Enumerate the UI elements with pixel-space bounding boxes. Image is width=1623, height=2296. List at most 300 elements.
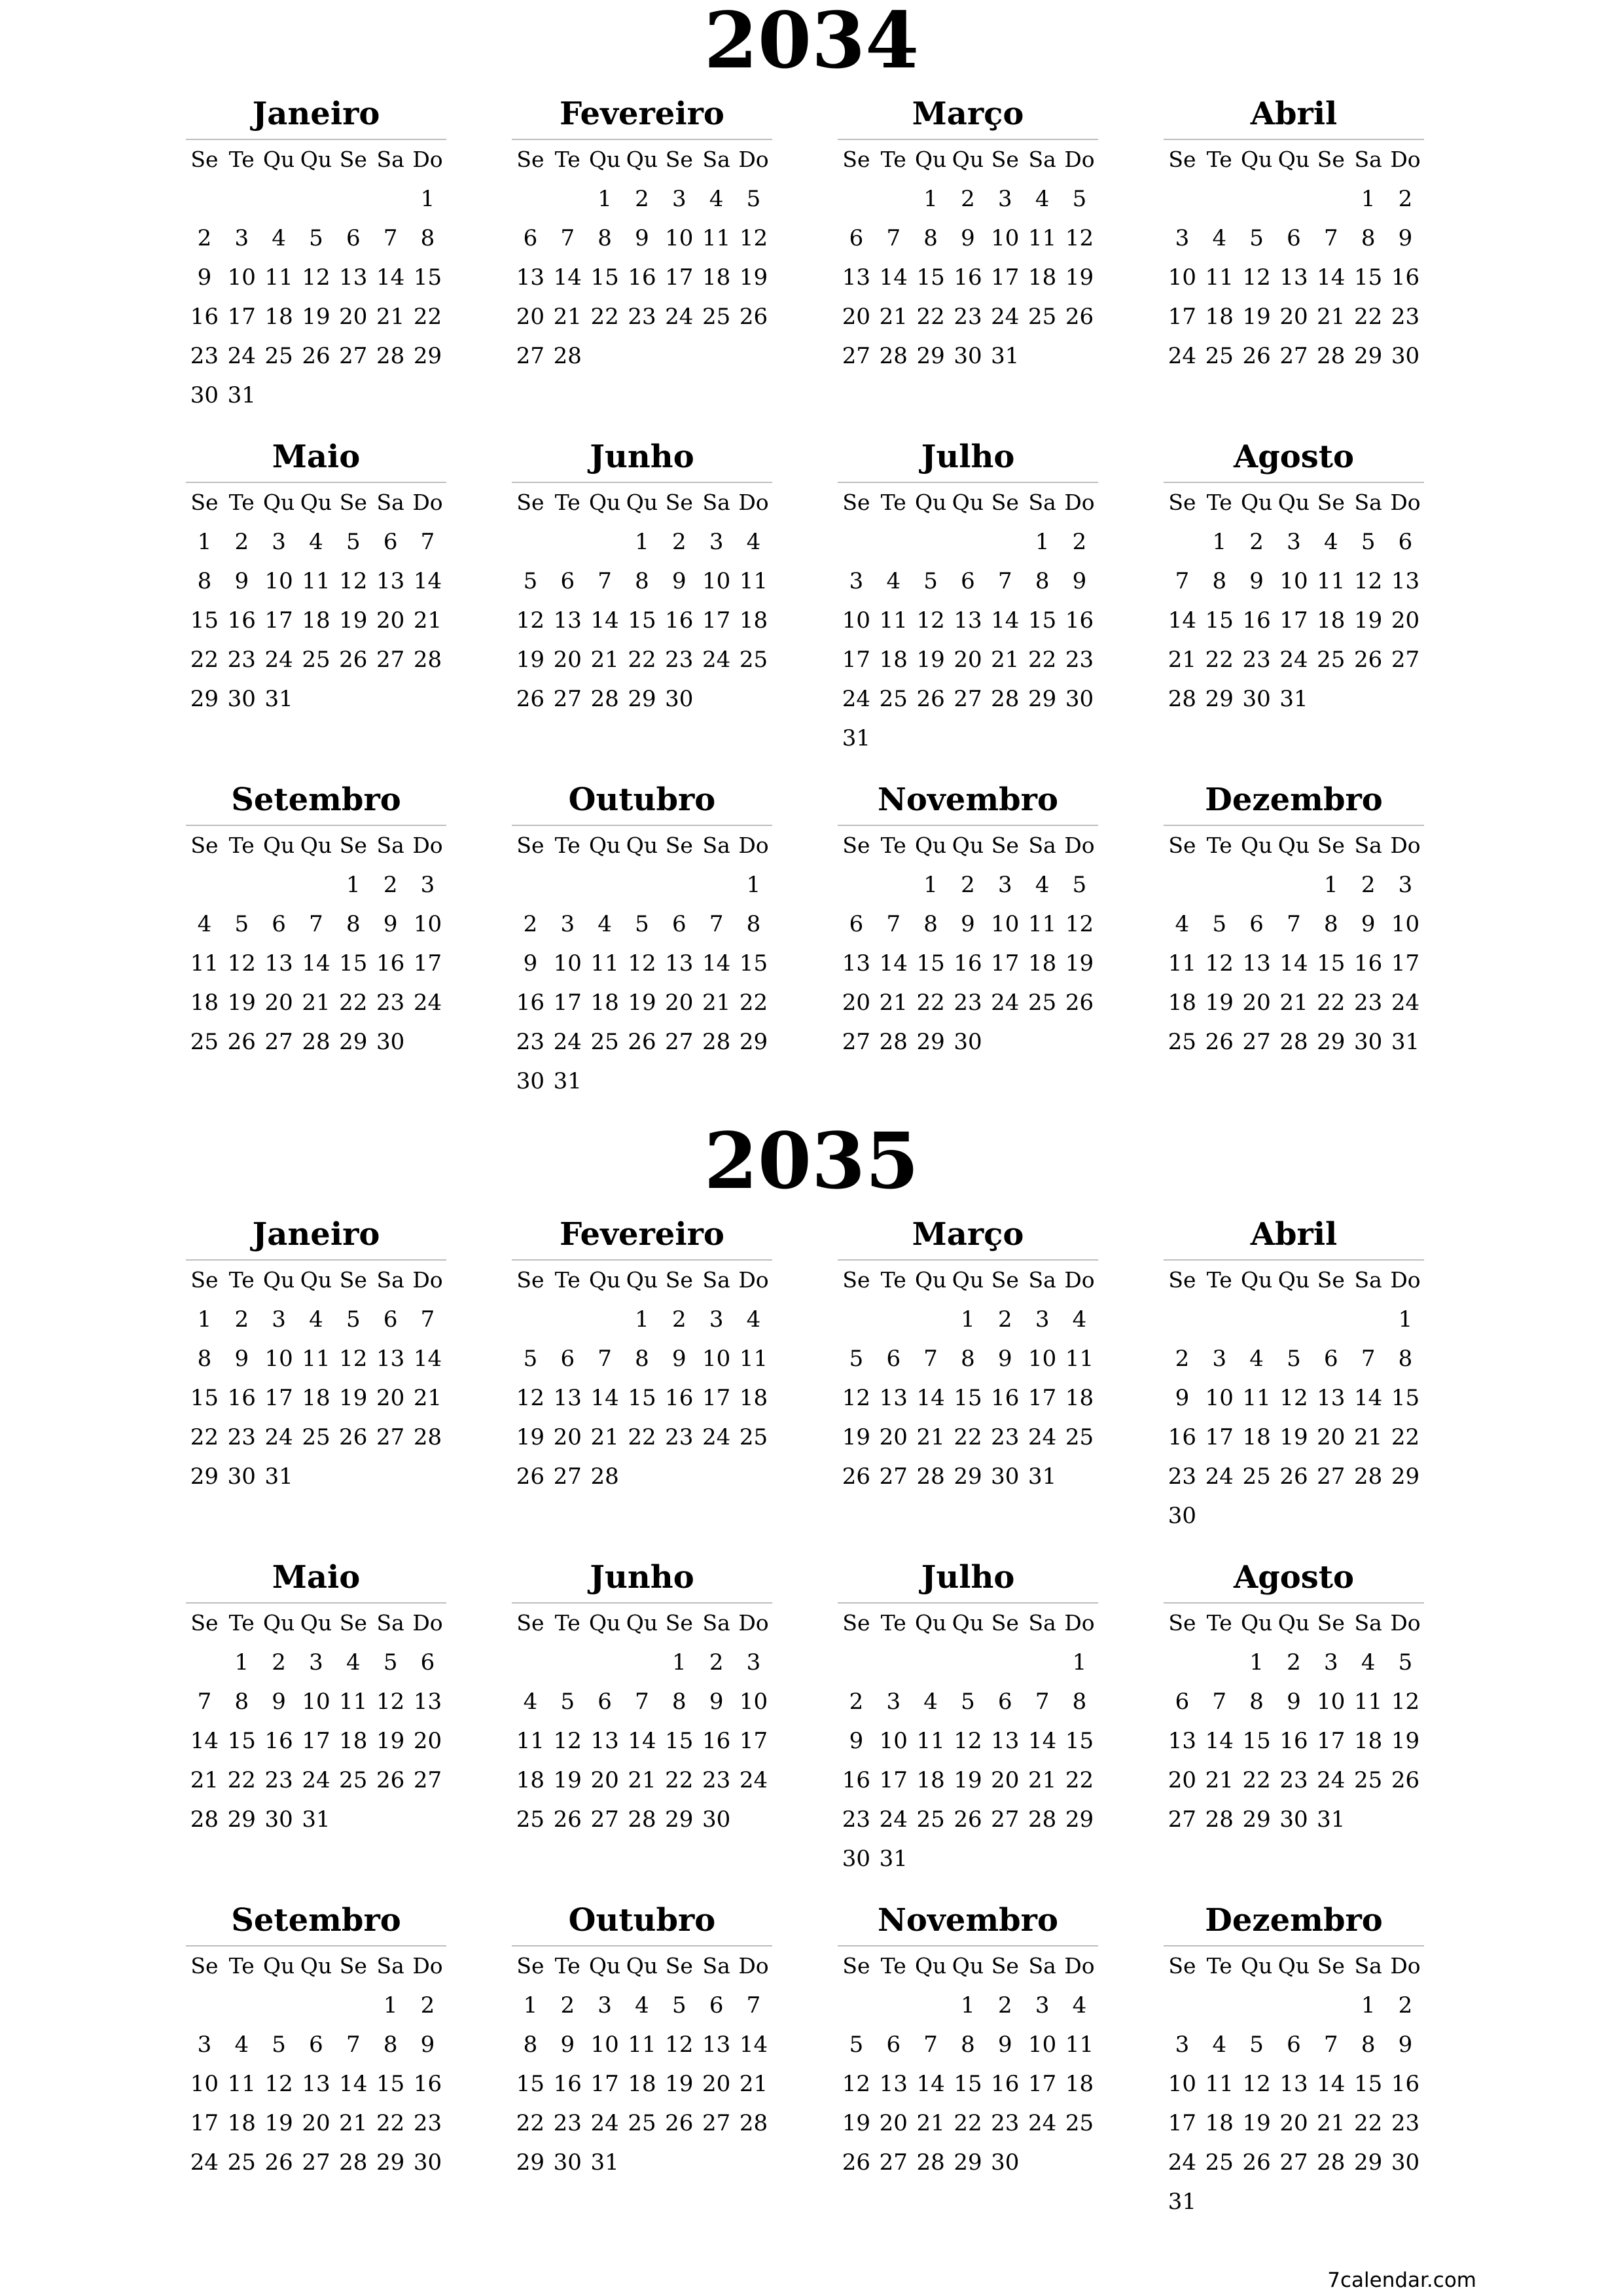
week-row	[1164, 905, 1424, 944]
day-cell: 6	[383, 529, 398, 555]
week-row	[1164, 1643, 1424, 1682]
weekday-label: Do	[1064, 1610, 1095, 1636]
weekday-label: Te	[880, 833, 906, 858]
weekday-label: Se	[1168, 147, 1196, 172]
day-cell: 3	[1175, 225, 1190, 251]
weekday-label: Sa	[376, 490, 404, 515]
day-cell: 26	[302, 343, 330, 369]
week-row	[186, 1800, 446, 1839]
day-cell: 21	[702, 990, 731, 1016]
week-row	[186, 679, 446, 719]
day-cell: 15	[1028, 607, 1057, 634]
day-cell: 3	[597, 1992, 612, 2018]
week-row	[838, 1457, 1098, 1496]
day-cell: 25	[1065, 1424, 1094, 1450]
week-row	[1164, 983, 1424, 1022]
day-cell: 24	[590, 2110, 619, 2136]
week-row	[512, 1682, 772, 1721]
day-cell: 19	[954, 1767, 982, 1793]
day-cell: 26	[628, 1029, 656, 1055]
day-cell: 11	[227, 2071, 256, 2097]
day-cell: 19	[1065, 950, 1094, 977]
day-cell: 23	[1279, 1767, 1308, 1793]
day-cell: 12	[1354, 568, 1383, 594]
day-cell: 4	[746, 529, 761, 555]
day-cell: 9	[997, 1346, 1012, 1372]
week-row	[1164, 1682, 1424, 1721]
day-cell: 9	[272, 1689, 286, 1715]
day-cell: 22	[1391, 1424, 1420, 1450]
day-cell: 16	[227, 1385, 256, 1411]
week-row	[838, 258, 1098, 297]
month-name: Maio	[186, 1552, 446, 1604]
day-cell: 2	[420, 1992, 435, 2018]
day-cell: 30	[1391, 343, 1420, 369]
week-row	[186, 1022, 446, 1062]
day-cell: 1	[961, 1992, 975, 2018]
week-row	[838, 1682, 1098, 1721]
day-cell: 2	[997, 1992, 1012, 2018]
day-cell: 7	[886, 911, 901, 937]
week-row	[512, 1022, 772, 1062]
day-cell: 14	[1354, 1385, 1383, 1411]
day-cell: 4	[1175, 911, 1190, 937]
day-cell: 22	[376, 2110, 405, 2136]
day-cell: 8	[1035, 568, 1050, 594]
week-row	[512, 1986, 772, 2025]
week-row	[512, 1339, 772, 1378]
day-cell: 11	[1168, 950, 1197, 977]
day-cell: 2	[383, 872, 398, 898]
week-row	[838, 562, 1098, 601]
week-row	[838, 2064, 1098, 2104]
day-cell: 25	[302, 1424, 330, 1450]
week-row	[186, 1339, 446, 1378]
day-cell: 23	[1065, 647, 1094, 673]
week-row	[512, 2064, 772, 2104]
weekday-label: Qu	[914, 1610, 947, 1636]
day-cell: 21	[1317, 304, 1346, 330]
empty-cell	[1238, 179, 1275, 219]
month-name: Fevereiro	[512, 1210, 772, 1261]
empty-cell	[1201, 179, 1238, 219]
day-cell: 21	[1279, 990, 1308, 1016]
day-cell: 29	[1354, 343, 1383, 369]
month-name: Abril	[1164, 1210, 1424, 1261]
day-cell: 20	[842, 304, 871, 330]
empty-cell	[1275, 1300, 1313, 1339]
day-cell: 20	[1391, 607, 1420, 634]
empty-cell	[549, 865, 586, 905]
week-row	[838, 679, 1098, 719]
day-cell: 18	[590, 990, 619, 1016]
day-cell: 13	[1242, 950, 1271, 977]
day-cell: 27	[553, 1463, 582, 1490]
empty-cell	[624, 1643, 661, 1682]
day-cell: 11	[1205, 2071, 1234, 2097]
day-cell: 13	[1279, 2071, 1308, 2097]
week-row	[512, 679, 772, 719]
day-cell: 29	[190, 686, 219, 712]
empty-cell	[186, 1986, 223, 2025]
day-cell: 14	[739, 2032, 768, 2058]
day-cell: 31	[1279, 686, 1308, 712]
month-name: Julho	[838, 432, 1098, 483]
day-cell: 5	[560, 1689, 575, 1715]
weekday-label: Te	[880, 490, 906, 515]
day-cell: 14	[1317, 264, 1346, 291]
weekday-label: Qu	[262, 833, 295, 858]
empty-cell	[586, 865, 624, 905]
day-cell: 8	[961, 1346, 975, 1372]
day-cell: 13	[376, 568, 405, 594]
weekday-label: Qu	[626, 147, 658, 172]
day-cell: 4	[886, 568, 901, 594]
empty-cell	[372, 179, 409, 219]
weekday-label: Qu	[1240, 147, 1273, 172]
day-cell: 29	[1354, 2149, 1383, 2176]
weekday-label: Qu	[626, 1267, 658, 1293]
day-cell: 26	[227, 1029, 256, 1055]
day-cell: 14	[1279, 950, 1308, 977]
day-cell: 25	[1205, 343, 1234, 369]
day-cell: 17	[702, 607, 731, 634]
weekday-header	[838, 826, 1098, 865]
day-cell: 4	[523, 1689, 538, 1715]
day-cell: 29	[227, 1806, 256, 1833]
weekday-header	[838, 1604, 1098, 1643]
day-cell: 1	[197, 529, 212, 555]
weekday-label: Te	[554, 490, 580, 515]
day-cell: 9	[1175, 1385, 1190, 1411]
day-cell: 8	[1398, 1346, 1413, 1372]
week-row	[512, 1800, 772, 1839]
day-cell: 23	[553, 2110, 582, 2136]
day-cell: 2	[671, 1306, 687, 1333]
day-cell: 19	[339, 607, 368, 634]
day-cell: 25	[227, 2149, 256, 2176]
day-cell: 23	[1242, 647, 1271, 673]
week-row	[1164, 336, 1424, 376]
day-cell: 30	[227, 1463, 256, 1490]
month-maio	[186, 1552, 446, 1839]
month-name: Abril	[1164, 89, 1424, 140]
day-cell: 21	[339, 2110, 368, 2136]
month-novembro	[838, 775, 1098, 1062]
weekday-label: Sa	[702, 1953, 730, 1979]
day-cell: 6	[597, 1689, 612, 1715]
weekday-label: Se	[339, 147, 367, 172]
day-cell: 23	[991, 1424, 1020, 1450]
empty-cell	[1201, 1986, 1238, 2025]
day-cell: 24	[1391, 990, 1420, 1016]
day-cell: 25	[916, 1806, 945, 1833]
day-cell: 28	[376, 343, 405, 369]
day-cell: 7	[1035, 1689, 1050, 1715]
weekday-label: Se	[1317, 833, 1345, 858]
day-cell: 19	[1354, 607, 1383, 634]
day-cell: 8	[923, 911, 938, 937]
week-row	[512, 1062, 772, 1101]
day-cell: 28	[413, 1424, 442, 1450]
day-cell: 15	[628, 607, 656, 634]
month-name: Outubro	[512, 1895, 772, 1946]
day-cell: 13	[302, 2071, 330, 2097]
day-cell: 21	[628, 1767, 656, 1793]
weekday-label: Qu	[952, 1267, 984, 1293]
day-cell: 19	[1242, 2110, 1271, 2136]
day-cell: 25	[302, 647, 330, 673]
weekday-label: Do	[738, 1953, 769, 1979]
day-cell: 1	[671, 1649, 687, 1676]
day-cell: 5	[1398, 1649, 1413, 1676]
empty-cell	[986, 522, 1024, 562]
day-cell: 2	[849, 1689, 864, 1715]
day-cell: 4	[1072, 1992, 1087, 2018]
day-cell: 28	[628, 1806, 656, 1833]
day-cell: 6	[1323, 1346, 1338, 1372]
day-cell: 8	[197, 1346, 212, 1372]
weekday-header	[512, 140, 772, 179]
year-title: 2034	[704, 0, 919, 86]
day-cell: 16	[190, 304, 219, 330]
day-cell: 23	[516, 1029, 545, 1055]
day-cell: 17	[590, 2071, 619, 2097]
day-cell: 1	[1398, 1306, 1413, 1333]
weekday-label: Se	[991, 147, 1019, 172]
empty-cell	[1201, 1643, 1238, 1682]
month-name: Março	[838, 89, 1098, 140]
weekday-label: Qu	[1240, 1953, 1273, 1979]
month-name: Fevereiro	[512, 89, 772, 140]
day-cell: 29	[954, 2149, 982, 2176]
day-cell: 4	[709, 186, 724, 212]
day-cell: 31	[1317, 1806, 1346, 1833]
day-cell: 16	[264, 1728, 293, 1754]
day-cell: 14	[879, 264, 908, 291]
day-cell: 21	[879, 304, 908, 330]
day-cell: 28	[879, 1029, 908, 1055]
day-cell: 31	[553, 1068, 582, 1094]
weekday-label: Se	[665, 833, 693, 858]
day-cell: 20	[879, 1424, 908, 1450]
day-cell: 7	[709, 911, 724, 937]
day-cell: 9	[671, 568, 687, 594]
day-cell: 23	[1354, 990, 1383, 1016]
weekday-label: Sa	[376, 147, 404, 172]
day-cell: 13	[842, 950, 871, 977]
day-cell: 20	[553, 1424, 582, 1450]
day-cell: 23	[628, 304, 656, 330]
day-cell: 6	[886, 2032, 901, 2058]
day-cell: 1	[746, 872, 761, 898]
weekday-label: Se	[1317, 1610, 1345, 1636]
weekday-label: Qu	[1277, 147, 1310, 172]
day-cell: 18	[1028, 950, 1057, 977]
weekday-label: Te	[880, 147, 906, 172]
day-cell: 22	[227, 1767, 256, 1793]
day-cell: 3	[671, 186, 687, 212]
day-cell: 12	[739, 225, 768, 251]
day-cell: 26	[842, 1463, 871, 1490]
weekday-label: Do	[412, 490, 443, 515]
day-cell: 26	[376, 1767, 405, 1793]
day-cell: 14	[413, 1346, 442, 1372]
weekday-label: Te	[1206, 147, 1232, 172]
day-cell: 24	[1205, 1463, 1234, 1490]
weekday-header	[838, 483, 1098, 522]
weekday-label: Se	[190, 1267, 219, 1293]
day-cell: 26	[1279, 1463, 1308, 1490]
day-cell: 26	[516, 686, 545, 712]
day-cell: 7	[1323, 2032, 1338, 2058]
day-cell: 8	[1072, 1689, 1087, 1715]
week-row	[512, 1761, 772, 1800]
weekday-label: Qu	[300, 1953, 332, 1979]
day-cell: 12	[264, 2071, 293, 2097]
weekday-label: Do	[1064, 490, 1095, 515]
empty-cell	[186, 865, 223, 905]
weekday-label: Te	[554, 147, 580, 172]
day-cell: 14	[628, 1728, 656, 1754]
day-cell: 12	[1242, 264, 1271, 291]
day-cell: 5	[635, 911, 649, 937]
day-cell: 25	[190, 1029, 219, 1055]
weekday-label: Te	[554, 1610, 580, 1636]
day-cell: 3	[234, 225, 249, 251]
month-junho	[512, 432, 772, 719]
day-cell: 24	[553, 1029, 582, 1055]
day-cell: 9	[1072, 568, 1087, 594]
day-cell: 30	[553, 2149, 582, 2176]
weekday-label: Sa	[1354, 1610, 1382, 1636]
day-cell: 22	[190, 647, 219, 673]
day-cell: 10	[702, 1346, 731, 1372]
day-cell: 27	[302, 2149, 330, 2176]
day-cell: 30	[665, 686, 694, 712]
day-cell: 20	[302, 2110, 330, 2136]
week-row	[186, 1457, 446, 1496]
day-cell: 17	[302, 1728, 330, 1754]
day-cell: 31	[227, 382, 256, 408]
empty-cell	[950, 522, 987, 562]
weekday-label: Sa	[1354, 833, 1382, 858]
day-cell: 6	[346, 225, 361, 251]
day-cell: 23	[413, 2110, 442, 2136]
day-cell: 20	[264, 990, 293, 1016]
day-cell: 10	[991, 225, 1020, 251]
day-cell: 4	[1212, 2032, 1227, 2058]
month-maio	[186, 432, 446, 719]
day-cell: 15	[1242, 1728, 1271, 1754]
empty-cell	[586, 522, 624, 562]
day-cell: 10	[739, 1689, 768, 1715]
weekday-label: Do	[1064, 833, 1095, 858]
day-cell: 10	[553, 950, 582, 977]
week-row	[186, 905, 446, 944]
day-cell: 12	[665, 2032, 694, 2058]
empty-cell	[698, 865, 735, 905]
weekday-label: Se	[665, 1610, 693, 1636]
weekday-label: Se	[339, 833, 367, 858]
week-row	[186, 1986, 446, 2025]
day-cell: 4	[746, 1306, 761, 1333]
day-cell: 4	[309, 1306, 323, 1333]
month-name: Janeiro	[186, 1210, 446, 1261]
day-cell: 20	[376, 1385, 405, 1411]
day-cell: 6	[961, 568, 975, 594]
month-agosto	[1164, 1552, 1424, 1839]
day-cell: 5	[309, 225, 323, 251]
day-cell: 26	[1242, 343, 1271, 369]
month-julho	[838, 1552, 1098, 1878]
month-novembro	[838, 1895, 1098, 2182]
day-cell: 23	[991, 2110, 1020, 2136]
weekday-label: Se	[1317, 1267, 1345, 1293]
day-cell: 17	[991, 264, 1020, 291]
weekday-label: Te	[228, 1953, 255, 1979]
day-cell: 28	[702, 1029, 731, 1055]
day-cell: 30	[842, 1846, 871, 1872]
day-cell: 17	[264, 607, 293, 634]
day-cell: 25	[739, 1424, 768, 1450]
week-row	[512, 1721, 772, 1761]
weekday-label: Se	[1168, 1610, 1196, 1636]
day-cell: 5	[234, 911, 249, 937]
empty-cell	[912, 1643, 950, 1682]
weekday-header	[838, 1261, 1098, 1300]
day-cell: 27	[1168, 1806, 1197, 1833]
day-cell: 1	[1323, 872, 1338, 898]
weekday-label: Qu	[914, 1953, 947, 1979]
empty-cell	[260, 865, 298, 905]
weekday-label: Te	[554, 833, 580, 858]
empty-cell	[298, 865, 335, 905]
weekday-label: Se	[842, 1610, 870, 1636]
week-row	[838, 219, 1098, 258]
day-cell: 5	[1072, 872, 1087, 898]
weekday-label: Do	[738, 1610, 769, 1636]
day-cell: 26	[739, 304, 768, 330]
day-cell: 6	[886, 1346, 901, 1372]
day-cell: 15	[1391, 1385, 1420, 1411]
day-cell: 7	[346, 2032, 361, 2058]
week-row	[838, 522, 1098, 562]
day-cell: 30	[954, 343, 982, 369]
week-row	[838, 297, 1098, 336]
day-cell: 17	[842, 647, 871, 673]
day-cell: 16	[1354, 950, 1383, 977]
weekday-label: Sa	[702, 833, 730, 858]
weekday-header	[186, 1604, 446, 1643]
weekday-label: Te	[228, 833, 255, 858]
empty-cell	[334, 1986, 372, 2025]
day-cell: 18	[879, 647, 908, 673]
weekday-label: Te	[554, 1953, 580, 1979]
month-name: Setembro	[186, 775, 446, 826]
day-cell: 1	[1072, 1649, 1087, 1676]
day-cell: 17	[264, 1385, 293, 1411]
week-row	[186, 376, 446, 415]
weekday-label: Qu	[300, 1267, 332, 1293]
day-cell: 13	[879, 1385, 908, 1411]
day-cell: 3	[272, 529, 286, 555]
weekday-label: Sa	[702, 147, 730, 172]
weekday-label: Qu	[300, 1610, 332, 1636]
week-row	[1164, 1300, 1424, 1339]
week-row	[512, 1418, 772, 1457]
week-row	[186, 219, 446, 258]
